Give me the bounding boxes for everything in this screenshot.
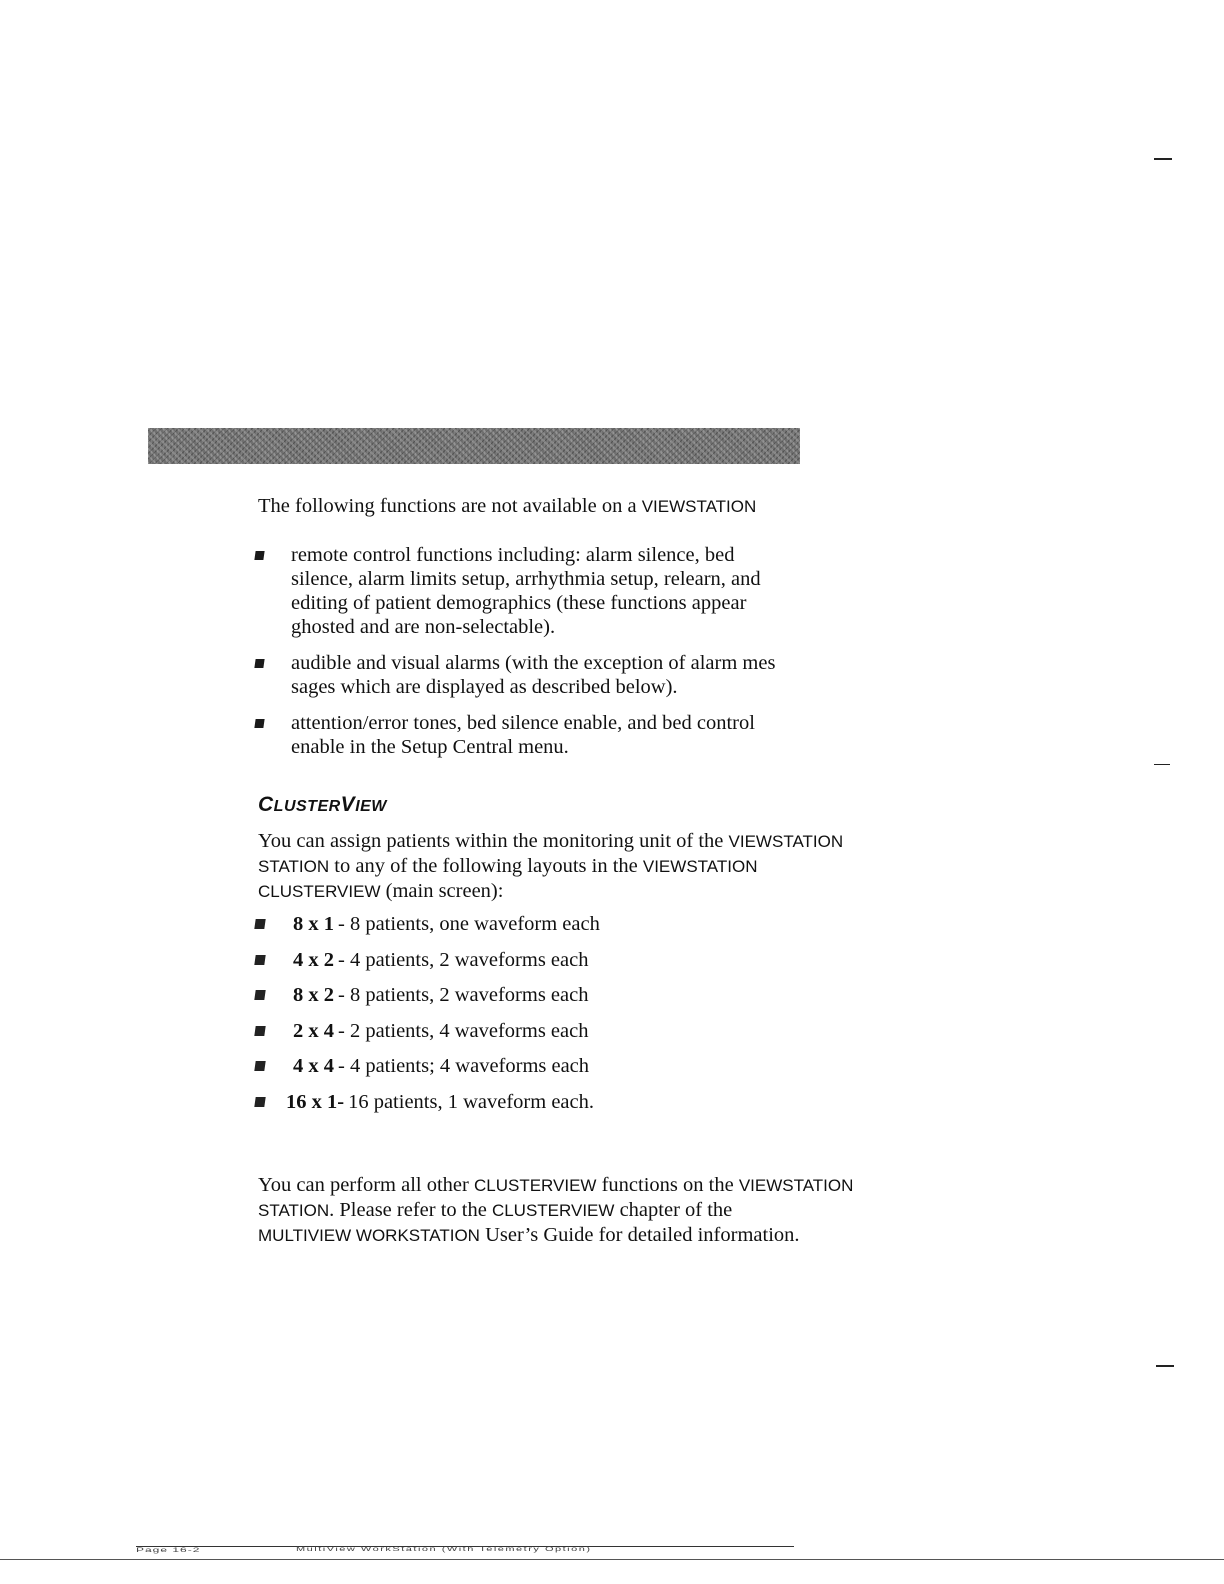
product-name: VIEWSTATION (738, 1176, 854, 1195)
paragraph-line (258, 1173, 854, 1198)
layout-config: 8 x 1 (293, 913, 334, 935)
product-name: MULTIVIEW WORKSTATION (258, 1226, 480, 1245)
list-item-line: editing of patient demographics (these functions appear (291, 592, 747, 614)
product-name: CLUSTERVIEW (258, 882, 381, 901)
intro-product: VIEWSTATION (641, 497, 757, 516)
text-run: You can perform all other (258, 1174, 474, 1196)
product-name: STATION (258, 1201, 330, 1220)
layout-desc: - 2 patients, 4 waveforms each (338, 1019, 589, 1042)
list-item (255, 651, 800, 699)
list-item-line: sages which are displayed as described below). (291, 676, 678, 698)
layout-item (255, 1054, 775, 1090)
section-heading (258, 793, 387, 817)
unavailable-functions-list (255, 543, 800, 771)
layout-item (255, 983, 775, 1019)
layout-config: 16 x 1- (286, 1090, 345, 1113)
margin-mark (1156, 1365, 1174, 1367)
footer-rule (0, 1559, 1224, 1560)
square-bullet-icon (254, 990, 265, 1000)
list-item-line: attention/error tones, bed silence enable, and bed control (291, 712, 755, 734)
text-run: (main screen): (380, 880, 504, 902)
text-run: You can assign patients within the monitoring unit of the (258, 830, 729, 852)
layout-config: 4 x 4 (293, 1055, 334, 1077)
text-run: functions on the (596, 1174, 739, 1196)
layout-options-list (255, 912, 775, 1125)
heading-small: LUSTER (273, 798, 341, 815)
layout-config: 4 x 2 (293, 948, 334, 971)
list-item-line: ghosted and are non-selectable). (291, 616, 556, 638)
layout-item (255, 948, 775, 984)
margin-mark (1154, 764, 1170, 765)
text-run: User’s Guide for detailed information. (479, 1224, 800, 1246)
product-name: VIEWSTATION (728, 832, 844, 851)
layout-desc: - 8 patients, one waveform each (338, 913, 600, 935)
text-run: chapter of the (614, 1199, 733, 1221)
list-item (255, 543, 800, 639)
square-bullet-icon (254, 719, 264, 728)
list-item-line: audible and visual alarms (with the exception of alarm mes (291, 652, 776, 674)
intro-paragraph (258, 494, 798, 519)
margin-mark (1154, 158, 1172, 160)
square-bullet-icon (254, 1026, 265, 1036)
layout-item (255, 1090, 775, 1126)
intro-text: The following functions are not available on a (258, 495, 642, 517)
product-name: CLUSTERVIEW (491, 1201, 615, 1220)
heading-small: IEW (355, 798, 387, 815)
layout-desc: - 4 patients, 2 waveforms each (338, 948, 589, 971)
page-number: Page 16-2 (136, 1546, 201, 1554)
list-item-line: silence, alarm limits setup, arrhythmia setup, relearn, and (291, 568, 761, 590)
layout-item (255, 1019, 775, 1055)
square-bullet-icon (254, 1097, 265, 1107)
square-bullet-icon (254, 551, 264, 560)
square-bullet-icon (254, 955, 265, 965)
footer-title: MultiView WorkStation (With Telemetry Option) (296, 1546, 592, 1553)
paragraph-line (258, 879, 798, 904)
list-item (255, 711, 800, 759)
paragraph-line (258, 829, 844, 854)
list-item-line: enable in the Setup Central menu. (291, 736, 569, 758)
layout-desc: 16 patients, 1 waveform each. (348, 1090, 594, 1113)
text-run: to any of the following layouts in the (329, 855, 643, 877)
heading-cap: C (258, 793, 274, 816)
square-bullet-icon (254, 659, 264, 668)
cluster-paragraph (258, 829, 844, 904)
product-name: STATION (258, 857, 330, 876)
paragraph-line (258, 1198, 798, 1223)
square-bullet-icon (254, 919, 265, 929)
closing-paragraph (258, 1173, 854, 1248)
product-name: CLUSTERVIEW (473, 1176, 597, 1195)
layout-config: 8 x 2 (293, 984, 334, 1006)
layout-config: 2 x 4 (293, 1019, 334, 1042)
layout-desc: - 4 patients; 4 waveforms each (338, 1055, 590, 1077)
section-header-band (148, 428, 800, 464)
heading-cap: V (340, 793, 356, 816)
paragraph-line (258, 1223, 798, 1248)
paragraph-line (258, 854, 798, 879)
text-run: . Please refer to the (329, 1199, 492, 1221)
layout-item (255, 912, 775, 948)
layout-desc: - 8 patients, 2 waveforms each (338, 984, 589, 1006)
list-item-line: remote control functions including: alarm silence, bed (291, 544, 735, 566)
product-name: VIEWSTATION (642, 857, 758, 876)
square-bullet-icon (254, 1061, 265, 1071)
